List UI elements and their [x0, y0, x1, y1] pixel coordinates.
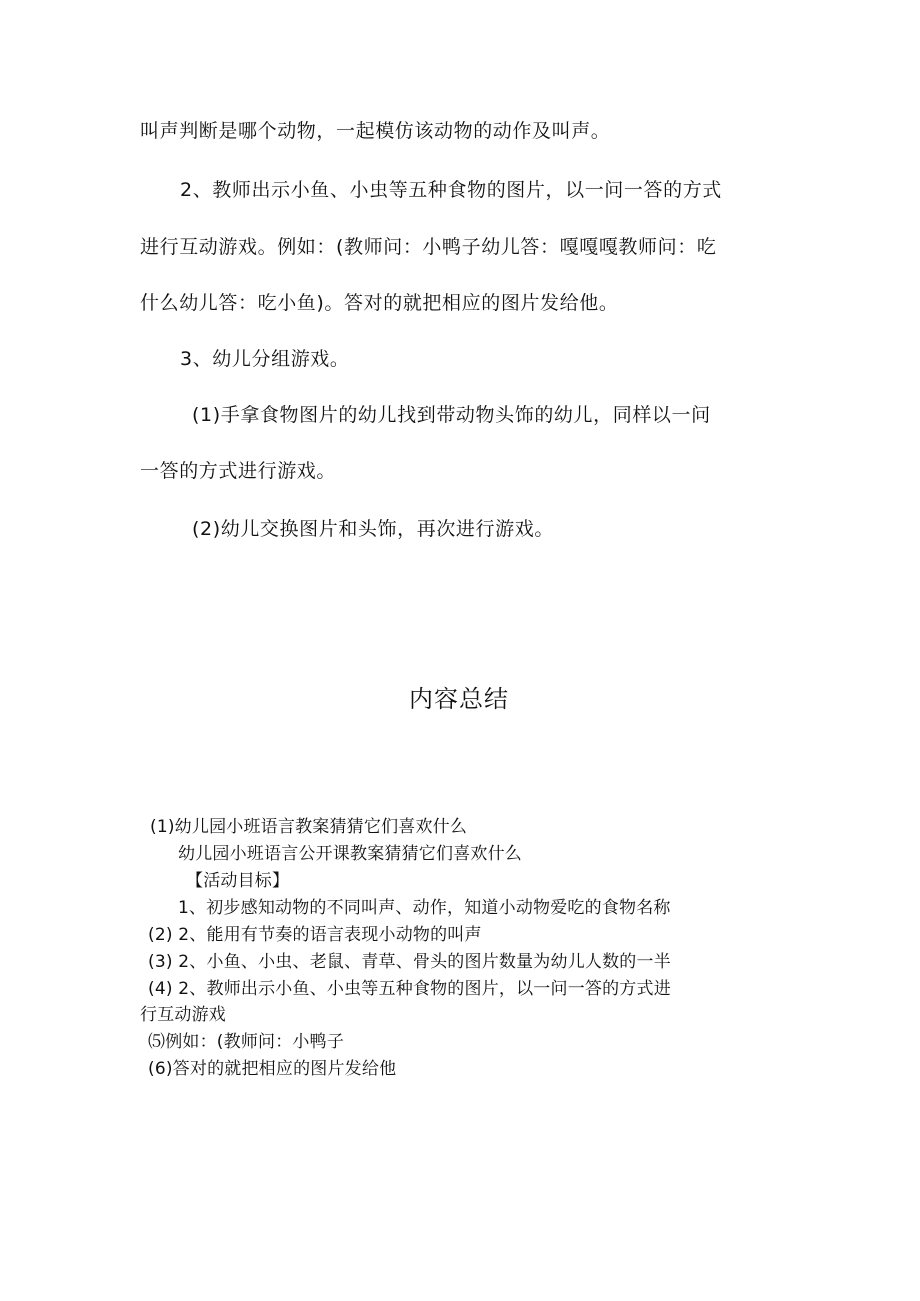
summary-line-2: 幼儿园小班语言公开课教案猜猜它们喜欢什么 — [178, 844, 522, 864]
paragraph-line-2: 2、教师出示小鱼、小虫等五种食物的图片，以一问一答的方式 — [180, 179, 722, 201]
paragraph-line-4: 什么幼儿答：吃小鱼)。答对的就把相应的图片发给他。 — [140, 292, 619, 314]
paragraph-line-5: 3、幼儿分组游戏。 — [180, 348, 350, 370]
paragraph-line-7: 一答的方式进行游戏。 — [140, 460, 337, 482]
summary-line-9: ⑸例如：(教师问：小鸭子 — [148, 1032, 345, 1052]
paragraph-line-3: 进行互动游戏。例如：(教师问：小鸭子幼儿答：嘎嘎嘎教师问：吃 — [140, 236, 717, 258]
summary-line-10: (6)答对的就把相应的图片发给他 — [148, 1059, 397, 1079]
summary-line-7: (4) 2、教师出示小鱼、小虫等五种食物的图片，以一问一答的方式进 — [148, 979, 671, 999]
summary-line-3: 【活动目标】 — [186, 871, 290, 891]
summary-line-6: (3) 2、小鱼、小虫、老鼠、青草、骨头的图片数量为幼儿人数的一半 — [148, 952, 671, 972]
paragraph-line-6: (1)手拿食物图片的幼儿找到带动物头饰的幼儿，同样以一问 — [192, 404, 711, 426]
paragraph-line-1: 叫声判断是哪个动物，一起模仿该动物的动作及叫声。 — [140, 120, 611, 142]
summary-title: 内容总结 — [409, 685, 509, 713]
summary-line-8: 行互动游戏 — [140, 1005, 226, 1025]
paragraph-line-8: (2)幼儿交换图片和头饰，再次进行游戏。 — [192, 518, 554, 540]
summary-line-5: (2) 2、能用有节奏的语言表现小动物的叫声 — [148, 925, 482, 945]
summary-line-4: 1、初步感知动物的不同叫声、动作，知道小动物爱吃的食物名称 — [178, 898, 671, 918]
summary-line-1: (1)幼儿园小班语言教案猜猜它们喜欢什么 — [150, 817, 468, 837]
